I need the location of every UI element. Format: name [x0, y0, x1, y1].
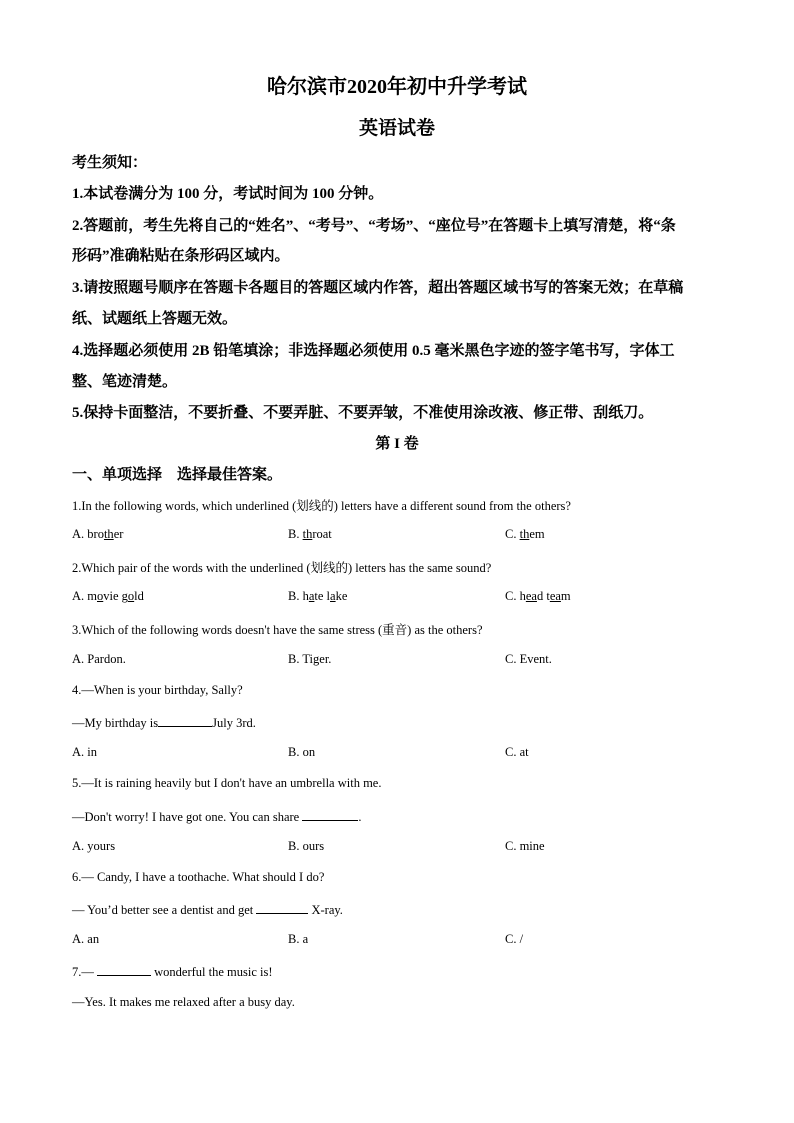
notice-item: 形码”准确粘贴在条形码区域内。 — [72, 248, 290, 264]
option-b: B. Tiger. — [288, 652, 332, 666]
notice-item: 整、笔迹清楚。 — [72, 374, 178, 390]
question-stem: 1.In the following words, which underlined (划线的) letters have a different sound from the others? — [72, 499, 571, 513]
question-line: —My birthday is July 3rd. — [72, 716, 256, 730]
section-heading: 一、单项选择 选择最佳答案。 — [72, 467, 283, 483]
notice-item: 2.答题前，考生先将自己的“姓名”、“考号”、“考场”、“座位号”在答题卡上填写清楚，将“条 — [72, 218, 676, 234]
question-line: 6.— Candy, I have a toothache. What should I do? — [72, 870, 325, 884]
option-a: A. an — [72, 932, 100, 946]
notice-heading: 考生须知： — [72, 155, 148, 171]
question-line: —Yes. It makes me relaxed after a busy day. — [72, 995, 295, 1009]
option-c: C. Event. — [505, 652, 552, 666]
notice-item: 4.选择题必须使用 2B 铅笔填涂；非选择题必须使用 0.5 毫米黑色字迹的签字笔书写，字体工 — [72, 343, 675, 359]
option-b: B. hate lake — [288, 589, 348, 603]
question-line: 5.—It is raining heavily but I don't have an umbrella with me. — [72, 776, 382, 790]
answer-blank — [158, 714, 212, 727]
question-line: — You’d better see a dentist and get X-ray. — [72, 903, 343, 917]
option-a: A. in — [72, 745, 97, 759]
option-a: A. brother — [72, 527, 124, 541]
notice-item: 纸、试题纸上答题无效。 — [72, 311, 238, 327]
option-c: C. mine — [505, 839, 545, 853]
notice-item: 3.请按照题号顺序在答题卡各题目的答题区域内作答，超出答题区域书写的答案无效；在草稿 — [72, 280, 684, 296]
option-a: A. yours — [72, 839, 116, 853]
answer-blank — [302, 808, 358, 821]
question-line: —Don't worry! I have got one. You can share . — [72, 810, 362, 824]
answer-blank — [256, 901, 308, 914]
option-b: B. ours — [288, 839, 325, 853]
exam-subtitle: 英语试卷 — [358, 118, 435, 139]
option-c: C. them — [505, 527, 545, 541]
answer-blank — [97, 963, 151, 976]
question-line: 7.— wonderful the music is! — [72, 965, 273, 979]
notice-item: 1.本试卷满分为 100 分，考试时间为 100 分钟。 — [72, 186, 384, 202]
notice-item: 5.保持卡面整洁，不要折叠、不要弄脏、不要弄皱，不准使用涂改液、修正带、刮纸刀。 — [72, 405, 654, 421]
option-c: C. at — [505, 745, 529, 759]
option-a: A. movie gold — [72, 589, 144, 603]
option-b: B. on — [288, 745, 316, 759]
option-c: C. / — [505, 932, 524, 946]
option-c: C. head team — [505, 589, 571, 603]
exam-title: 哈尔滨市2020年初中升学考试 — [267, 76, 527, 98]
question-stem: 2.Which pair of the words with the underlined (划线的) letters has the same sound? — [72, 561, 492, 575]
question-stem: 3.Which of the following words doesn't have the same stress (重音) as the others? — [72, 623, 483, 637]
question-line: 4.—When is your birthday, Sally? — [72, 683, 243, 697]
option-b: B. a — [288, 932, 309, 946]
option-b: B. throat — [288, 527, 332, 541]
option-a: A. Pardon. — [72, 652, 126, 666]
volume-label: 第 I 卷 — [375, 436, 419, 452]
